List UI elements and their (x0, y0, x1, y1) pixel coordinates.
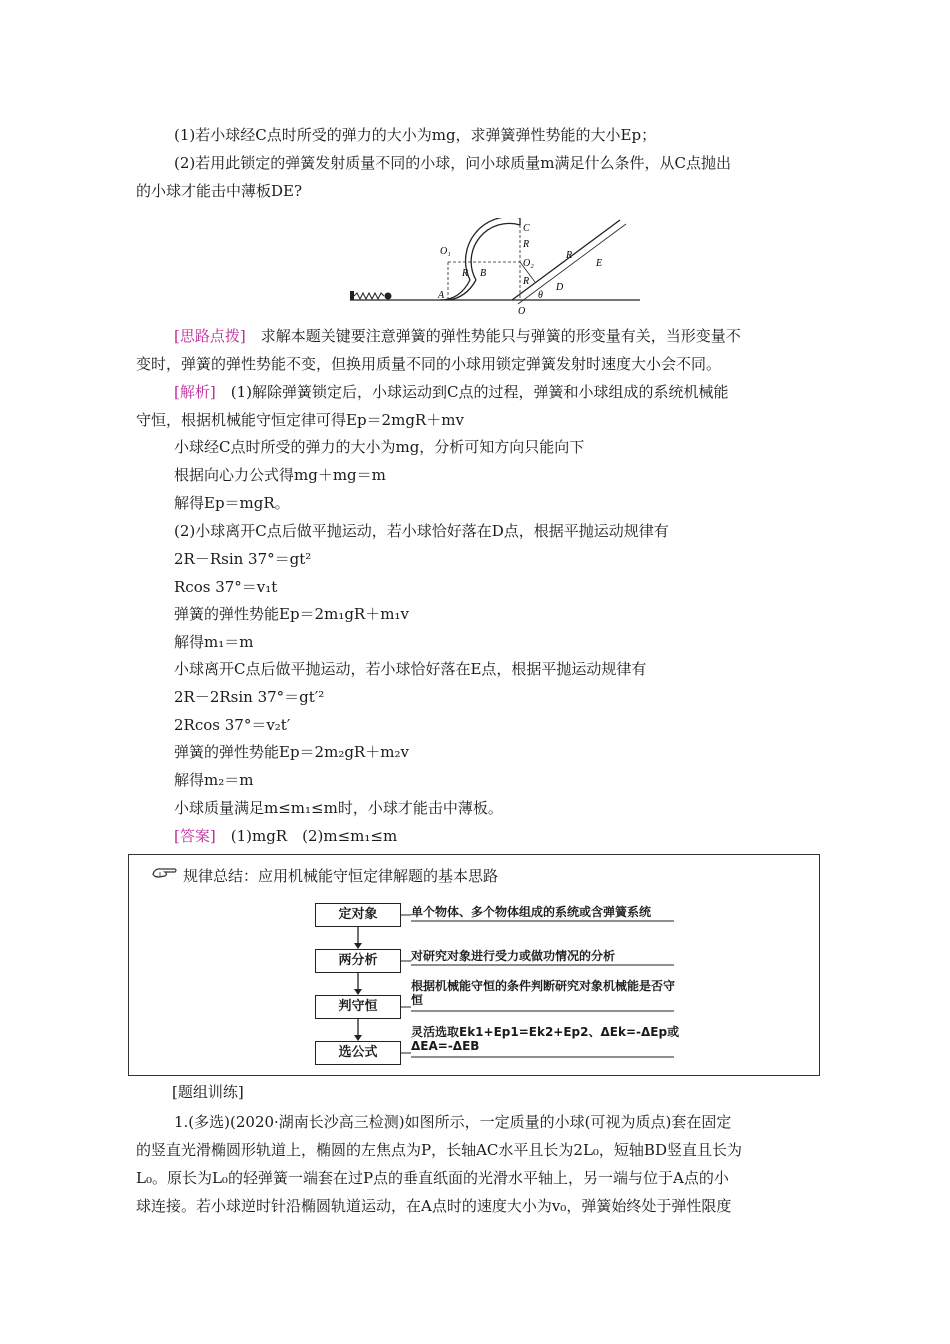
physics-figure (340, 218, 650, 318)
training-head: [题组训练] (168, 1082, 248, 1102)
analysis-line: 2R－2Rsin 37°＝gt′² (174, 688, 325, 706)
svg-text:O₁: O₁ (440, 246, 451, 257)
analysis-line: (2)小球离开C点后做平抛运动，若小球恰好落在D点，根据平抛运动规律有 (174, 522, 669, 540)
hint-line2: 变时，弹簧的弹性势能不变，但换用质量不同的小球用锁定弹簧发射时速度大小会不同。 (136, 355, 722, 373)
analysis-tag: [解析] (174, 383, 216, 401)
spring-icon (354, 293, 384, 299)
analysis-line: 解得m₁＝m (174, 633, 254, 651)
svg-text:B: B (480, 268, 487, 279)
flow-step-desc: 对研究对象进行受力或做功情况的分析 (411, 949, 616, 963)
analysis-line: 根据向心力公式得mg＋mg＝m (174, 466, 386, 484)
ball-icon (385, 293, 392, 300)
analysis-line: 2R－Rsin 37°＝gt² (174, 550, 312, 568)
svg-text:θ: θ (538, 290, 543, 301)
hint-line1: [思路点拨] 求解本题关键要注意弹簧的弹性势能只与弹簧的形变量有关，当形变量不 (174, 327, 741, 345)
analysis-line: 守恒，根据机械能守恒定律可得Ep＝2mgR＋mv (136, 411, 464, 429)
tube-inner (471, 223, 520, 280)
svg-text:O: O (518, 306, 526, 317)
analysis-line: 小球质量满足m≤m₁≤m时，小球才能击中薄板。 (174, 799, 503, 817)
svg-text:R: R (462, 268, 469, 279)
svg-text:R: R (523, 239, 530, 250)
answer-tag: [答案] (174, 827, 216, 845)
question-part2-line1: (2)若用此锁定的弹簧发射质量不同的小球，问小球质量m满足什么条件，从C点抛出 (174, 154, 731, 172)
training-line: 的竖直光滑椭圆形轨道上，椭圆的左焦点为P，长轴AC水平且长为2L₀，短轴BD竖直且长为 (136, 1141, 742, 1159)
svg-text:C: C (523, 223, 530, 234)
flow-step: 定对象 (315, 903, 401, 927)
flow-step: 两分析 (315, 949, 401, 973)
summary-box (128, 854, 820, 1076)
summary-title: 规律总结：应用机械能守恒定律解题的基本思路 (183, 867, 499, 885)
analysis-line: 2Rcos 37°＝v₂t′ (174, 716, 291, 734)
flow-step: 选公式 (315, 1041, 401, 1065)
analysis-line: 弹簧的弹性势能Ep＝2m₂gR＋m₂v (174, 743, 409, 761)
analysis-line: 小球经C点时所受的弹力的大小为mg，分析可知方向只能向下 (174, 438, 585, 456)
training-line: 球连接。若小球逆时针沿椭圆轨道运动，在A点时的速度大小为v₀，弹簧始终处于弹性限度 (136, 1197, 732, 1215)
spring-wall (350, 291, 354, 300)
question-part2-line2: 的小球才能击中薄板DE? (136, 182, 303, 200)
flow-step: 判守恒 (315, 995, 401, 1019)
svg-text:R: R (566, 250, 573, 261)
svg-text:R: R (523, 276, 530, 287)
flow-step-desc: 根据机械能守恒的条件判断研究对象机械能是否守恒 (411, 979, 676, 1007)
svg-text:O₂: O₂ (523, 258, 534, 269)
training-line: 1.(多选)(2020·湖南长沙高三检测)如图所示，一定质量的小球(可视为质点)套在固定 (174, 1113, 732, 1131)
analysis-line: Rcos 37°＝v₁t (174, 578, 278, 596)
answer-line: [答案] (1)mgR (2)m≤m₁≤m (174, 827, 398, 845)
hint-tag: [思路点拨] (174, 327, 246, 345)
flow-step-desc: 灵活选取Ek1+Ep1=Ek2+Ep2、ΔEk=-ΔEp或ΔEA=-ΔEB (411, 1025, 680, 1053)
analysis-line: 小球离开C点后做平抛运动，若小球恰好落在E点，根据平抛运动规律有 (174, 660, 647, 678)
analysis-line: 解得m₂＝m (174, 771, 254, 789)
svg-text:D: D (556, 282, 564, 293)
analysis-line1: [解析] (1)解除弹簧锁定后，小球运动到C点的过程，弹簧和小球组成的系统机械能 (174, 383, 729, 401)
svg-text:A: A (438, 290, 445, 301)
svg-text:E: E (596, 258, 603, 269)
training-line: L₀。原长为L₀的轻弹簧一端套在过P点的垂直纸面的光滑水平轴上，另一端与位于A点的小 (136, 1169, 729, 1187)
analysis-line: 解得Ep＝mgR。 (174, 494, 290, 512)
flow-step-desc: 单个物体、多个物体组成的系统或含弹簧系统 (411, 905, 652, 919)
question-part1: (1)若小球经C点时所受的弹力的大小为mg，求弹簧弹性势能的大小Ep； (174, 126, 657, 144)
analysis-line: 弹簧的弹性势能Ep＝2m₁gR＋m₁v (174, 605, 409, 623)
